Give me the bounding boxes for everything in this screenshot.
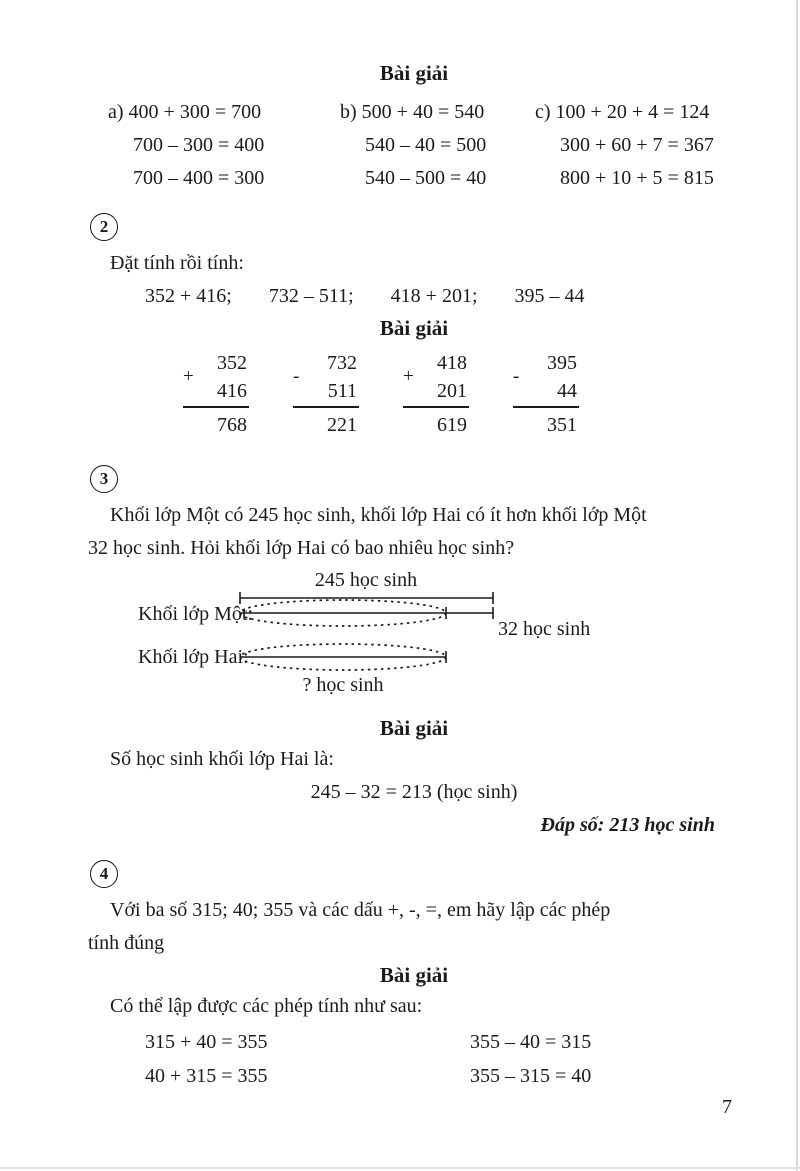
statement-line: tính đúng (88, 932, 165, 954)
bar-diagram-svg (138, 571, 738, 699)
problem-number-3: 3 (90, 465, 118, 493)
diagram-question-label: ? học sinh (302, 674, 384, 696)
operand-bottom: 416 (183, 377, 249, 408)
equation-column-b (340, 96, 535, 195)
vertical-calc-4 (513, 349, 579, 439)
equation-column-c (535, 96, 714, 195)
scan-edge (796, 0, 798, 1171)
diagram-row2-label: Khối lớp Hai: (138, 646, 249, 668)
operand-top: 395 (547, 352, 577, 374)
operand-top: 732 (327, 352, 357, 374)
problem-number-4: 4 (90, 860, 118, 888)
equation-column-a (88, 96, 340, 195)
operand-bottom: 511 (293, 377, 359, 408)
equation-line: a) 400 + 300 = 700 (108, 101, 262, 123)
expression: 732 – 511; (268, 285, 354, 307)
diagram-total-label: 245 học sinh (314, 571, 418, 591)
operator-sign: + (403, 366, 414, 387)
expression: 418 + 201; (390, 285, 478, 307)
problem4-equations (88, 1025, 740, 1093)
vertical-calc-1 (183, 349, 249, 439)
equation-line: 540 – 40 = 500 (365, 134, 487, 156)
calc-result: 619 (437, 414, 467, 436)
equation: 40 + 315 = 355 (145, 1065, 268, 1087)
scan-edge (0, 1167, 800, 1169)
problem3-statement (88, 499, 740, 565)
equation-line: 700 – 400 = 300 (133, 167, 265, 189)
equation-line: 540 – 500 = 40 (365, 167, 487, 189)
operand-top: 418 (437, 352, 467, 374)
equation-line: b) 500 + 40 = 540 (340, 101, 485, 123)
problem3-answer: Đáp số: 213 học sinh (540, 814, 715, 836)
diagram-row1-label: Khối lớp Một: (138, 603, 254, 625)
problem2-expressions (145, 280, 740, 313)
operand-bottom: 44 (513, 377, 579, 408)
problem4-statement (88, 894, 740, 960)
statement-line: Khối lớp Một có 245 học sinh, khối lớp Hai có ít hơn khối lớp Một (110, 504, 647, 526)
equation-line: 700 – 300 = 400 (133, 134, 265, 156)
calc-result: 768 (217, 414, 247, 436)
operator-sign: - (293, 366, 300, 387)
problem3-solution-calc: 245 – 32 = 213 (học sinh) (310, 781, 518, 803)
equation-row (145, 1025, 740, 1059)
vertical-calc-3 (403, 349, 469, 439)
equation-line: c) 100 + 20 + 4 = 124 (535, 101, 710, 123)
solution-heading-1: Bài giải (379, 61, 449, 85)
word-problem-diagram (138, 571, 740, 705)
page-number: 7 (722, 1096, 732, 1118)
diagram-difference-label: 32 học sinh (498, 618, 591, 640)
vertical-calculations (183, 349, 740, 439)
statement-line: 32 học sinh. Hỏi khối lớp Hai có bao nhiêu học sinh? (88, 537, 515, 559)
equation-line: 300 + 60 + 7 = 367 (560, 134, 714, 156)
equation-line: 800 + 10 + 5 = 815 (560, 167, 714, 189)
operand-bottom: 201 (403, 377, 469, 408)
statement-line: Với ba số 315; 40; 355 và các dấu +, -, =, em hãy lập các phép (110, 899, 611, 921)
vertical-calc-2 (293, 349, 359, 439)
equation-row (145, 1059, 740, 1093)
operator-sign: + (183, 366, 194, 387)
operator-sign: - (513, 366, 520, 387)
expression: 395 – 44 (514, 285, 585, 307)
solution-heading-3: Bài giải (379, 716, 449, 740)
equation: 315 + 40 = 355 (145, 1031, 268, 1053)
operand-top: 352 (217, 352, 247, 374)
solution-heading-2: Bài giải (379, 316, 449, 340)
problem-number-2: 2 (90, 213, 118, 241)
problem2-instruction: Đặt tính rồi tính: (110, 252, 244, 274)
problem4-solution-intro: Có thể lập được các phép tính như sau: (110, 995, 423, 1017)
calc-result: 221 (327, 414, 357, 436)
problem3-solution-intro: Số học sinh khối lớp Hai là: (110, 748, 334, 770)
equation: 355 – 40 = 315 (470, 1031, 592, 1053)
exercise1-equations (88, 96, 740, 195)
calc-result: 351 (547, 414, 577, 436)
solution-heading-4: Bài giải (379, 963, 449, 987)
equation: 355 – 315 = 40 (470, 1065, 592, 1087)
expression: 352 + 416; (145, 285, 232, 307)
